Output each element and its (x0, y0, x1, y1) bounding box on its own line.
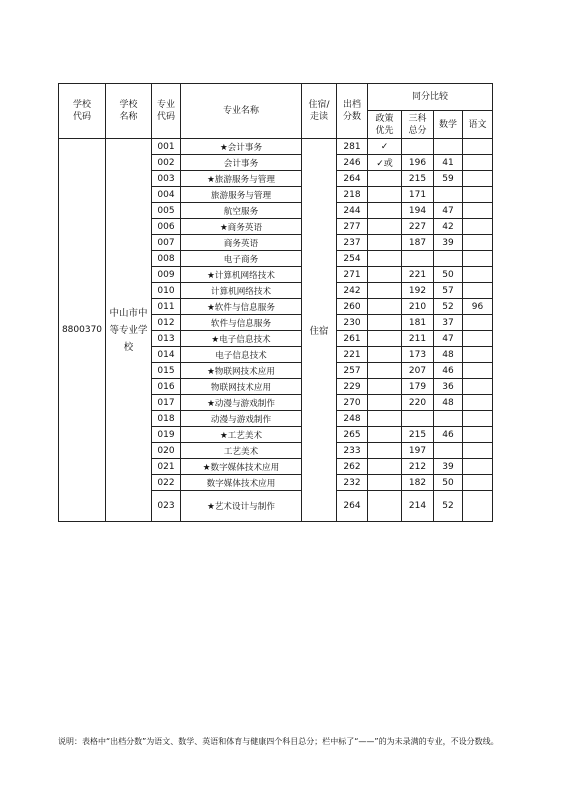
header-comparison: 同分比较 (368, 84, 493, 111)
major-name-cell: 物联网技术应用 (181, 379, 302, 395)
chinese-score-cell (463, 395, 493, 411)
admission-score-cell: 244 (337, 203, 368, 219)
math-score-cell: 48 (434, 395, 463, 411)
three-subject-total-cell: 215 (402, 171, 434, 187)
admission-score-cell: 242 (337, 283, 368, 299)
three-subject-total-cell: 211 (402, 331, 434, 347)
chinese-score-cell (463, 267, 493, 283)
chinese-score-cell (463, 171, 493, 187)
admission-score-cell: 229 (337, 379, 368, 395)
three-subject-total-cell: 227 (402, 219, 434, 235)
admission-score-cell: 246 (337, 155, 368, 171)
major-name-cell: ★旅游服务与管理 (181, 171, 302, 187)
math-score-cell: 37 (434, 315, 463, 331)
chinese-score-cell (463, 491, 493, 522)
three-subject-total-cell: 214 (402, 491, 434, 522)
major-code-cell: 001 (152, 139, 181, 155)
policy-priority-cell (368, 443, 402, 459)
three-subject-total-cell (402, 251, 434, 267)
major-code-cell: 003 (152, 171, 181, 187)
math-score-cell (434, 251, 463, 267)
chinese-score-cell (463, 411, 493, 427)
chinese-score-cell (463, 459, 493, 475)
three-subject-total-cell: 171 (402, 187, 434, 203)
policy-priority-cell (368, 379, 402, 395)
math-score-cell: 46 (434, 363, 463, 379)
policy-priority-cell (368, 491, 402, 522)
header-policy-priority: 政策 优先 (368, 111, 402, 139)
major-code-cell: 015 (152, 363, 181, 379)
admission-score-cell: 230 (337, 315, 368, 331)
chinese-score-cell (463, 475, 493, 491)
major-code-cell: 002 (152, 155, 181, 171)
major-name-cell: ★动漫与游戏制作 (181, 395, 302, 411)
major-code-cell: 016 (152, 379, 181, 395)
admission-score-cell: 248 (337, 411, 368, 427)
three-subject-total-cell: 196 (402, 155, 434, 171)
three-subject-total-cell: 212 (402, 459, 434, 475)
math-score-cell: 59 (434, 171, 463, 187)
policy-priority-cell (368, 363, 402, 379)
major-code-cell: 018 (152, 411, 181, 427)
chinese-score-cell (463, 347, 493, 363)
admission-score-cell: 262 (337, 459, 368, 475)
major-name-cell: ★物联网技术应用 (181, 363, 302, 379)
three-subject-total-cell (402, 411, 434, 427)
math-score-cell: 47 (434, 331, 463, 347)
admission-score-cell: 221 (337, 347, 368, 363)
footnote: 说明：表格中“出档分数”为语文、数学、英语和体育与健康四个科目总分；栏中标了“——”的为未录满的专业，不设分数线。 (58, 737, 499, 746)
admission-score-cell: 254 (337, 251, 368, 267)
major-name-cell: 计算机网络技术 (181, 283, 302, 299)
three-subject-total-cell: 179 (402, 379, 434, 395)
policy-priority-cell (368, 203, 402, 219)
admission-score-cell: 232 (337, 475, 368, 491)
admission-score-cell: 265 (337, 427, 368, 443)
major-code-cell: 023 (152, 491, 181, 522)
three-subject-total-cell: 220 (402, 395, 434, 411)
major-code-cell: 014 (152, 347, 181, 363)
major-name-cell: 航空服务 (181, 203, 302, 219)
chinese-score-cell (463, 443, 493, 459)
math-score-cell: 47 (434, 203, 463, 219)
policy-priority-cell (368, 315, 402, 331)
policy-priority-cell (368, 411, 402, 427)
math-score-cell: 46 (434, 427, 463, 443)
admission-score-cell: 261 (337, 331, 368, 347)
major-name-cell: 电子信息技术 (181, 347, 302, 363)
math-score-cell: 50 (434, 475, 463, 491)
major-name-cell: 电子商务 (181, 251, 302, 267)
major-name-cell: 动漫与游戏制作 (181, 411, 302, 427)
major-code-cell: 008 (152, 251, 181, 267)
chinese-score-cell (463, 427, 493, 443)
math-score-cell: 50 (434, 267, 463, 283)
major-code-cell: 019 (152, 427, 181, 443)
major-code-cell: 017 (152, 395, 181, 411)
header-admission-score: 出档 分数 (337, 84, 368, 139)
three-subject-total-cell: 221 (402, 267, 434, 283)
major-code-cell: 005 (152, 203, 181, 219)
policy-priority-cell (368, 427, 402, 443)
major-code-cell: 022 (152, 475, 181, 491)
policy-priority-cell (368, 171, 402, 187)
math-score-cell: 39 (434, 459, 463, 475)
three-subject-total-cell: 182 (402, 475, 434, 491)
three-subject-total-cell: 192 (402, 283, 434, 299)
admission-score-cell: 270 (337, 395, 368, 411)
major-code-cell: 013 (152, 331, 181, 347)
policy-priority-cell: ✓或 (368, 155, 402, 171)
admission-score-cell: 260 (337, 299, 368, 315)
major-code-cell: 012 (152, 315, 181, 331)
policy-priority-cell: ✓ (368, 139, 402, 155)
chinese-score-cell: 96 (463, 299, 493, 315)
housing-cell: 住宿 (302, 139, 337, 522)
major-name-cell: 会计事务 (181, 155, 302, 171)
header-major-name: 专业名称 (181, 84, 302, 139)
policy-priority-cell (368, 459, 402, 475)
policy-priority-cell (368, 267, 402, 283)
three-subject-total-cell: 210 (402, 299, 434, 315)
major-name-cell: ★工艺美术 (181, 427, 302, 443)
header-major-code: 专业 代码 (152, 84, 181, 139)
chinese-score-cell (463, 139, 493, 155)
policy-priority-cell (368, 283, 402, 299)
policy-priority-cell (368, 235, 402, 251)
header-math: 数学 (434, 111, 463, 139)
table-body (59, 139, 493, 522)
major-code-cell: 010 (152, 283, 181, 299)
math-score-cell: 36 (434, 379, 463, 395)
policy-priority-cell (368, 331, 402, 347)
admission-score-cell: 271 (337, 267, 368, 283)
major-code-cell: 020 (152, 443, 181, 459)
math-score-cell (434, 411, 463, 427)
major-code-cell: 004 (152, 187, 181, 203)
three-subject-total-cell: 207 (402, 363, 434, 379)
chinese-score-cell (463, 187, 493, 203)
three-subject-total-cell: 197 (402, 443, 434, 459)
admission-score-cell: 233 (337, 443, 368, 459)
admission-score-cell: 257 (337, 363, 368, 379)
major-name-cell: ★会计事务 (181, 139, 302, 155)
school-code-cell: 8800370 (59, 139, 106, 522)
policy-priority-cell (368, 187, 402, 203)
three-subject-total-cell: 194 (402, 203, 434, 219)
math-score-cell: 42 (434, 219, 463, 235)
major-name-cell: ★电子信息技术 (181, 331, 302, 347)
header-chinese: 语文 (463, 111, 493, 139)
math-score-cell: 57 (434, 283, 463, 299)
math-score-cell: 41 (434, 155, 463, 171)
chinese-score-cell (463, 235, 493, 251)
math-score-cell (434, 139, 463, 155)
admission-score-cell: 264 (337, 171, 368, 187)
policy-priority-cell (368, 219, 402, 235)
table-row (59, 139, 493, 155)
school-name-cell: 中山市中等专业学校 (106, 139, 152, 522)
chinese-score-cell (463, 315, 493, 331)
math-score-cell: 39 (434, 235, 463, 251)
chinese-score-cell (463, 283, 493, 299)
admission-score-cell: 218 (337, 187, 368, 203)
header-school-code: 学校 代码 (59, 84, 106, 139)
major-name-cell: 数字媒体技术应用 (181, 475, 302, 491)
policy-priority-cell (368, 395, 402, 411)
header-housing: 住宿/ 走读 (302, 84, 337, 139)
major-name-cell: ★艺术设计与制作 (181, 491, 302, 522)
chinese-score-cell (463, 363, 493, 379)
math-score-cell (434, 187, 463, 203)
math-score-cell: 52 (434, 491, 463, 522)
header-school-name: 学校 名称 (106, 84, 152, 139)
three-subject-total-cell: 181 (402, 315, 434, 331)
major-name-cell: ★数字媒体技术应用 (181, 459, 302, 475)
math-score-cell: 52 (434, 299, 463, 315)
three-subject-total-cell (402, 139, 434, 155)
admission-score-cell: 237 (337, 235, 368, 251)
admission-score-table (58, 83, 493, 522)
three-subject-total-cell: 187 (402, 235, 434, 251)
math-score-cell: 48 (434, 347, 463, 363)
chinese-score-cell (463, 219, 493, 235)
major-name-cell: 旅游服务与管理 (181, 187, 302, 203)
major-name-cell: 工艺美术 (181, 443, 302, 459)
chinese-score-cell (463, 251, 493, 267)
major-name-cell: ★软件与信息服务 (181, 299, 302, 315)
admission-score-cell: 264 (337, 491, 368, 522)
major-name-cell: ★商务英语 (181, 219, 302, 235)
major-name-cell: 软件与信息服务 (181, 315, 302, 331)
header-three-subject-total: 三科 总分 (402, 111, 434, 139)
three-subject-total-cell: 173 (402, 347, 434, 363)
major-code-cell: 007 (152, 235, 181, 251)
policy-priority-cell (368, 347, 402, 363)
major-code-cell: 011 (152, 299, 181, 315)
major-code-cell: 006 (152, 219, 181, 235)
math-score-cell (434, 443, 463, 459)
three-subject-total-cell: 215 (402, 427, 434, 443)
policy-priority-cell (368, 251, 402, 267)
major-code-cell: 009 (152, 267, 181, 283)
chinese-score-cell (463, 379, 493, 395)
chinese-score-cell (463, 203, 493, 219)
policy-priority-cell (368, 299, 402, 315)
major-name-cell: ★计算机网络技术 (181, 267, 302, 283)
admission-score-cell: 281 (337, 139, 368, 155)
chinese-score-cell (463, 331, 493, 347)
major-code-cell: 021 (152, 459, 181, 475)
admission-score-cell: 277 (337, 219, 368, 235)
chinese-score-cell (463, 155, 493, 171)
major-name-cell: 商务英语 (181, 235, 302, 251)
policy-priority-cell (368, 475, 402, 491)
